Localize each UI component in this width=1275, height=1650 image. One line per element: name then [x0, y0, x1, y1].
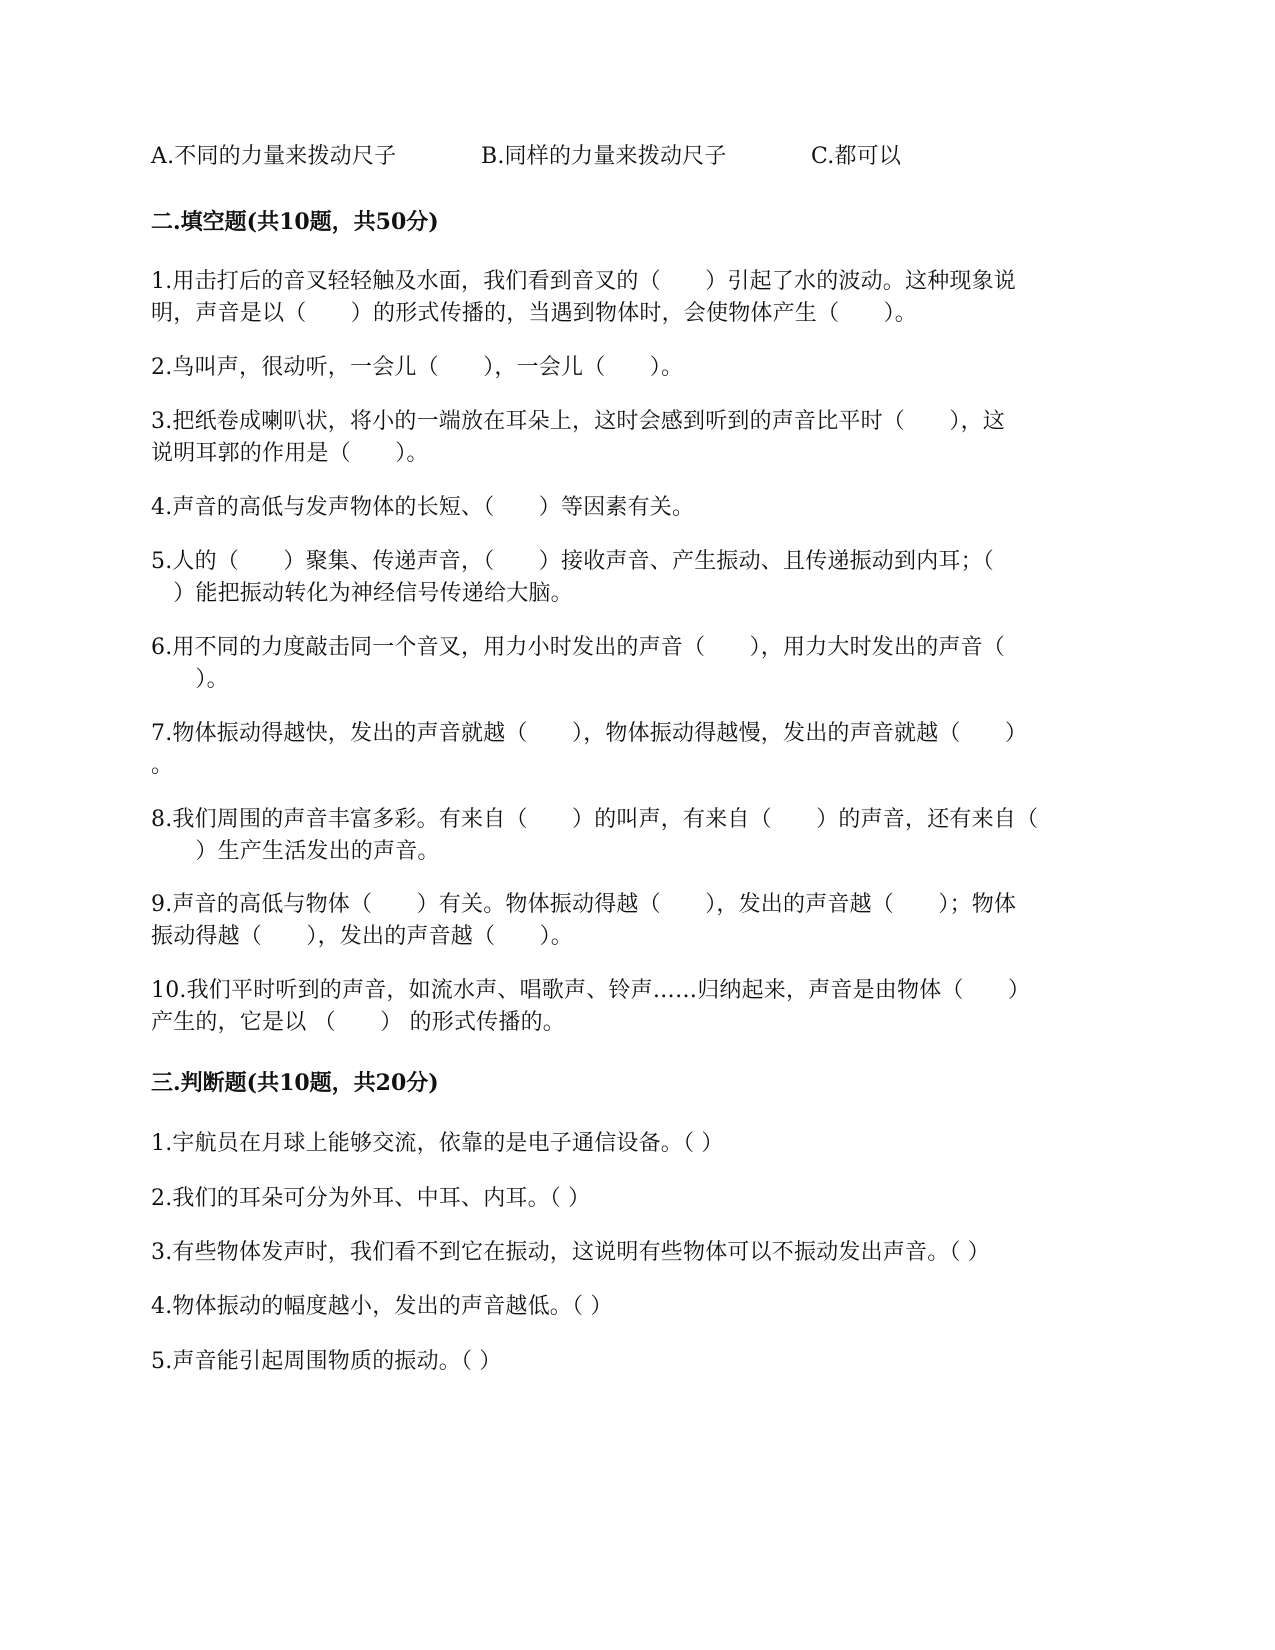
- fill-item-3-line-1: 3.把纸卷成喇叭状，将小的一端放在耳朵上，这时会感到听到的声音比平时（ ），这: [151, 409, 1005, 434]
- fill-item-8-line-1: 8.我们周围的声音丰富多彩。有来自（ ）的叫声，有来自（ ）的声音，还有来自（: [151, 807, 1039, 832]
- fill-item-4: [151, 492, 1111, 524]
- judge-item-3: 3.有些物体发声时，我们看不到它在振动，这说明有些物体可以不振动发出声音。（ ）: [151, 1240, 990, 1265]
- fill-item-3: [151, 406, 1111, 470]
- fill-item-9-line-2: 振动得越（ ），发出的声音越（ ）。: [151, 924, 574, 949]
- fill-item-2-line-1: 2.鸟叫声，很动听，一会儿（ ），一会儿（ ）。: [151, 355, 684, 380]
- fill-item-5-line-2: ）能把振动转化为神经信号传递给大脑。: [151, 581, 573, 606]
- judge-item-1: 1.宇航员在月球上能够交流，依靠的是电子通信设备。（ ）: [151, 1131, 724, 1156]
- fill-item-8-line-2: ）生产生活发出的声音。: [151, 839, 440, 864]
- fill-item-10-line-1: 10.我们平时听到的声音，如流水声、唱歌声、铃声……归纳起来，声音是由物体（ ）: [151, 978, 1031, 1003]
- fill-item-7: [151, 718, 1111, 782]
- fill-item-8: [151, 804, 1111, 868]
- fill-item-5-line-1: 5.人的（ ）聚集、传递声音，（ ）接收声音、产生振动、且传递振动到内耳；（: [151, 549, 994, 574]
- judge-item-4: 4.物体振动的幅度越小，发出的声音越低。（ ）: [151, 1294, 613, 1319]
- fill-item-10: [151, 975, 1111, 1039]
- option-c: C.都可以: [811, 144, 902, 169]
- fill-item-6-line-1: 6.用不同的力度敲击同一个音叉，用力小时发出的声音（ ），用力大时发出的声音（: [151, 635, 1005, 660]
- option-b: B.同样的力量来拨动尺子: [481, 144, 727, 169]
- fill-item-2: [151, 352, 1111, 384]
- fill-item-1-line-2: 明，声音是以（ ）的形式传播的，当遇到物体时，会使物体产生（ ）。: [151, 301, 918, 326]
- fill-item-10-line-2: 产生的，它是以 （ ） 的形式传播的。: [151, 1010, 565, 1035]
- fill-item-7-line-1: 7.物体振动得越快，发出的声音就越（ ），物体振动得越慢，发出的声音就越（ ）: [151, 721, 1028, 746]
- fill-item-6-line-2: ）。: [151, 667, 229, 692]
- fill-item-3-line-2: 说明耳郭的作用是（ ）。: [151, 441, 429, 466]
- fill-item-1: [151, 266, 1111, 330]
- fill-item-9: [151, 889, 1111, 953]
- mc-options-row: [151, 141, 1111, 173]
- judge-item-2: 2.我们的耳朵可分为外耳、中耳、内耳。（ ）: [151, 1186, 591, 1211]
- fill-item-4-line-1: 4.声音的高低与发声物体的长短、（ ）等因素有关。: [151, 495, 695, 520]
- option-a: A.不同的力量来拨动尺子: [151, 144, 397, 169]
- fill-item-9-line-1: 9.声音的高低与物体（ ）有关。物体振动得越（ ），发出的声音越（ ）；物体: [151, 892, 1017, 917]
- judge-item-5: 5.声音能引起周围物质的振动。（ ）: [151, 1349, 502, 1374]
- fill-item-7-line-2: 。: [151, 753, 174, 778]
- fill-section-heading: 二.填空题(共10题，共50分): [151, 209, 439, 235]
- judge-section-heading: 三.判断题(共10题，共20分): [151, 1070, 439, 1096]
- fill-item-1-line-1: 1.用击打后的音叉轻轻触及水面，我们看到音叉的（ ）引起了水的波动。这种现象说: [151, 269, 1016, 294]
- fill-item-6: [151, 632, 1111, 696]
- fill-item-5: [151, 546, 1111, 610]
